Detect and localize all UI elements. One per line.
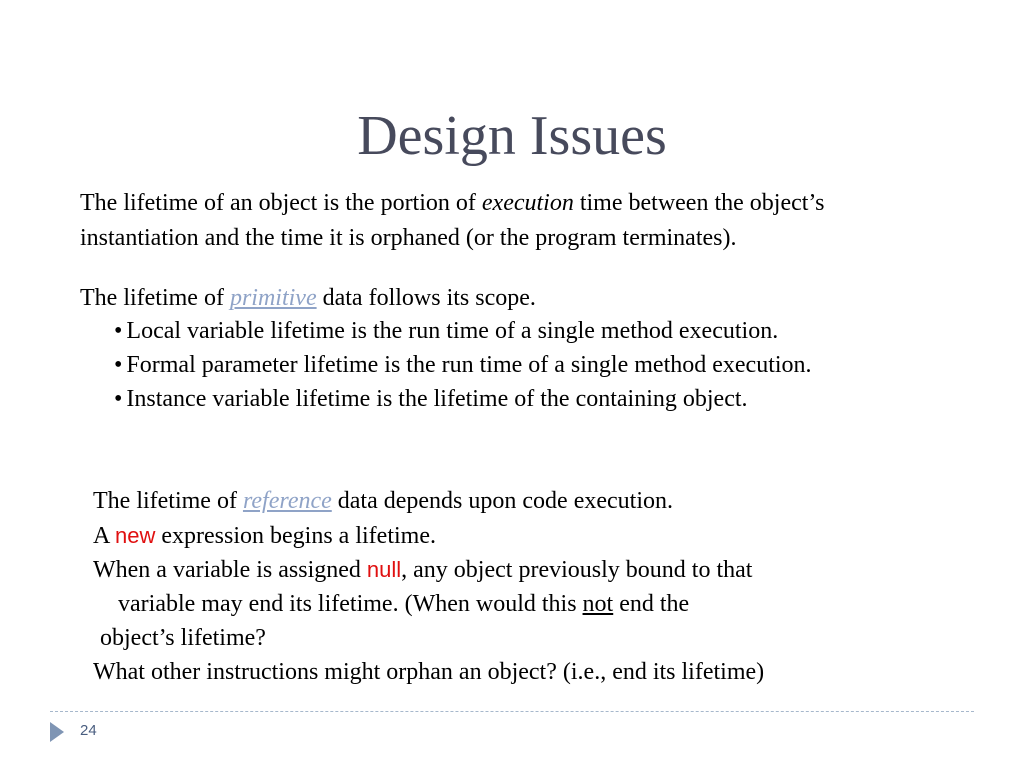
- triangle-right-icon: [50, 722, 64, 742]
- execution-term: execution: [481, 190, 574, 216]
- paragraph2-text-before: The lifetime of: [80, 285, 230, 311]
- new-keyword: new: [115, 523, 156, 548]
- bullet-icon: •: [114, 386, 123, 412]
- paragraph3-text-after: data depends upon code execution.: [331, 488, 673, 514]
- bullet-item: [114, 316, 778, 346]
- page-number: 24: [80, 722, 97, 739]
- paragraph1-text-after: time between the object’s: [573, 190, 825, 216]
- line2-text-before: A: [93, 523, 116, 549]
- paragraph3-line3: [93, 555, 752, 585]
- paragraph3-line1: [93, 486, 673, 516]
- paragraph2-line1: [80, 283, 536, 313]
- bullet-icon: •: [114, 318, 123, 344]
- bullet-text: Local variable lifetime is the run time of a single method execution.: [126, 318, 779, 344]
- bullet-text: Formal parameter lifetime is the run time of a single method execution.: [126, 352, 812, 378]
- paragraph3-line2: [93, 521, 436, 551]
- paragraph1-text-before: The lifetime of an object is the portion of: [80, 190, 482, 216]
- paragraph3-line5: object’s lifetime?: [100, 625, 266, 651]
- paragraph1-line2: instantiation and the time it is orphaned (or the program terminates).: [80, 225, 737, 251]
- null-keyword: null: [366, 557, 402, 582]
- line3-text-after: , any object previously bound to that: [401, 557, 753, 583]
- paragraph2-text-after: data follows its scope.: [316, 285, 536, 311]
- slide-title: Design Issues: [357, 105, 667, 167]
- bullet-icon: •: [114, 352, 123, 378]
- not-emphasis: not: [582, 591, 614, 617]
- paragraph3-line6: What other instructions might orphan an object? (i.e., end its lifetime): [93, 659, 765, 685]
- paragraph3-line4: [118, 589, 689, 619]
- line2-text-after: expression begins a lifetime.: [155, 523, 436, 549]
- line4-text-before: variable may end its lifetime. (When would this: [118, 591, 583, 617]
- bullet-item: [114, 384, 748, 414]
- paragraph3-text-before: The lifetime of: [93, 488, 243, 514]
- line3-text-before: When a variable is assigned: [93, 557, 367, 583]
- reference-link[interactable]: reference: [242, 488, 332, 514]
- bullet-item: [114, 350, 812, 380]
- paragraph1-line1: [80, 188, 824, 218]
- bullet-text: Instance variable lifetime is the lifetime of the containing object.: [126, 386, 748, 412]
- line4-text-after: end the: [613, 591, 690, 617]
- footer-divider: [50, 711, 974, 712]
- primitive-link[interactable]: primitive: [229, 285, 317, 311]
